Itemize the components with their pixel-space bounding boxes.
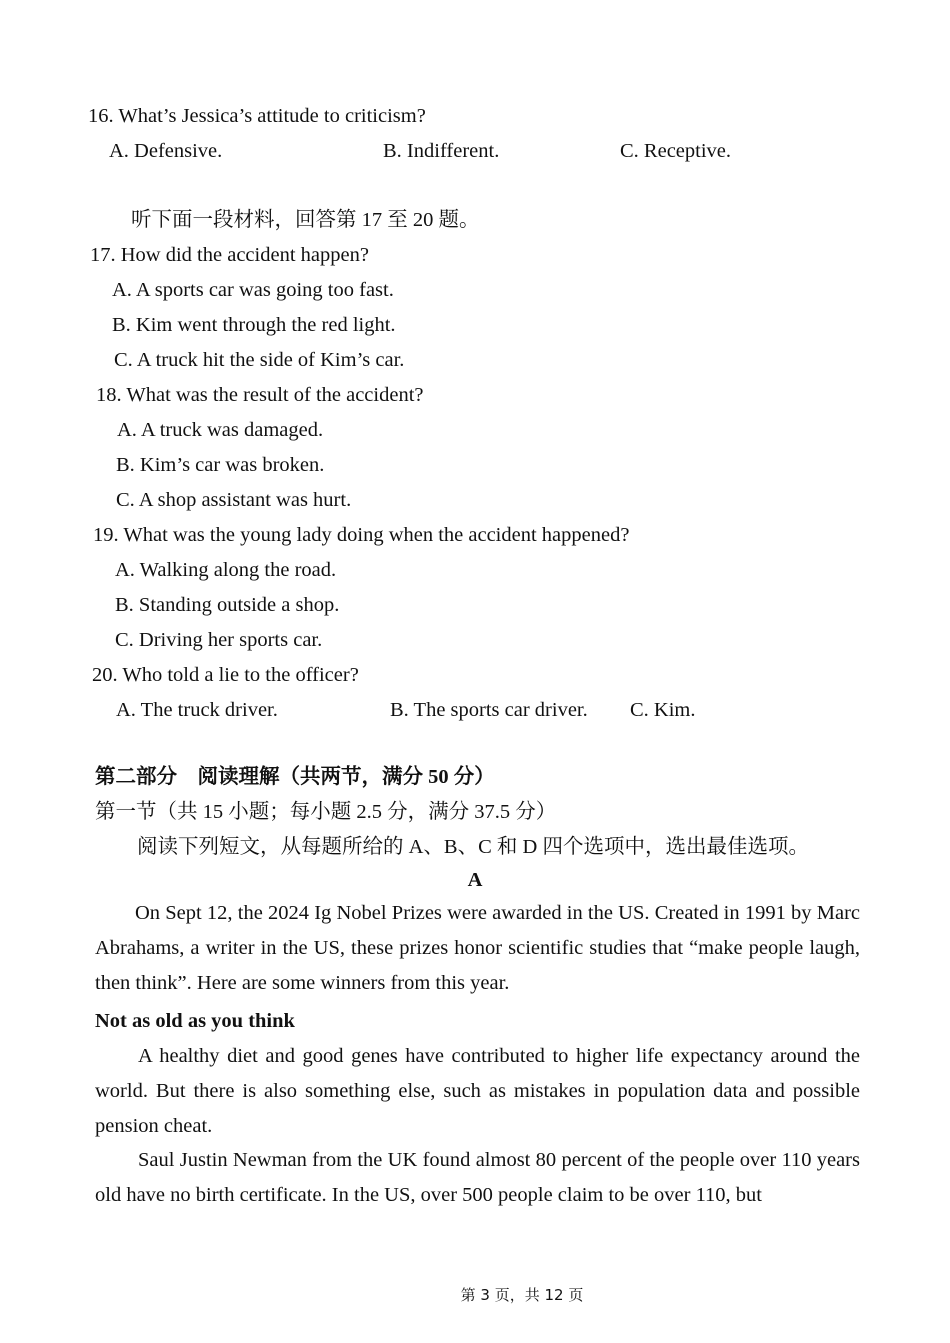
q20-option-b: B. The sports car driver.	[390, 699, 588, 721]
q16-option-b: B. Indifferent.	[383, 140, 500, 162]
q20-option-a: A. The truck driver.	[116, 699, 278, 721]
question-20: 20. Who told a lie to the officer?	[92, 664, 359, 686]
page-footer: 第 3 页，共 12 页	[460, 1286, 584, 1304]
passage-letter: A	[467, 869, 483, 891]
question-19: 19. What was the young lady doing when the accident happened?	[93, 524, 630, 546]
passage-paragraph-3: Saul Justin Newman from the UK found almost 80 percent of the people over 110 years old have no birth certificate. In the US, over 500 people claim to be over 110, but	[95, 1149, 860, 1206]
section1-heading: 第一节（共 15 小题；每小题 2.5 分，满分 37.5 分）	[95, 801, 557, 823]
q17-option-b: B. Kim went through the red light.	[112, 314, 396, 336]
q19-option-a: A. Walking along the road.	[115, 559, 337, 581]
q17-option-a: A. A sports car was going too fast.	[112, 279, 394, 301]
question-17: 17. How did the accident happen?	[90, 244, 369, 266]
passage-subheading: Not as old as you think	[95, 1010, 295, 1032]
q18-option-c: C. A shop assistant was hurt.	[116, 489, 352, 511]
reading-instruction: 阅读下列短文，从每题所给的 A、B、C 和 D 四个选项中，选出最佳选项。	[137, 836, 809, 858]
question-18: 18. What was the result of the accident?	[96, 384, 424, 406]
q19-option-c: C. Driving her sports car.	[115, 629, 323, 651]
q20-option-c: C. Kim.	[630, 699, 696, 721]
q17-option-c: C. A truck hit the side of Kim’s car.	[114, 349, 405, 371]
question-16: 16. What’s Jessica’s attitude to criticism?	[88, 105, 426, 127]
q18-option-a: A. A truck was damaged.	[117, 419, 324, 441]
q19-option-b: B. Standing outside a shop.	[115, 594, 340, 616]
listening-instruction: 听下面一段材料，回答第 17 至 20 题。	[131, 209, 480, 231]
q16-option-a: A. Defensive.	[109, 140, 223, 162]
passage-paragraph-2: A healthy diet and good genes have contributed to higher life expectancy around the world. But there is also something else, such as mistakes in population data and possible pension cheat.	[95, 1045, 860, 1137]
part2-heading: 第二部分 阅读理解（共两节，满分 50 分）	[95, 766, 495, 788]
q18-option-b: B. Kim’s car was broken.	[116, 454, 325, 476]
q16-option-c: C. Receptive.	[620, 140, 732, 162]
passage-paragraph-1: On Sept 12, the 2024 Ig Nobel Prizes were awarded in the US. Created in 1991 by Marc Abrahams, a writer in the US, these prizes honor scientific studies that “make people laugh, then think”. Here are some winners from this year.	[95, 902, 860, 994]
